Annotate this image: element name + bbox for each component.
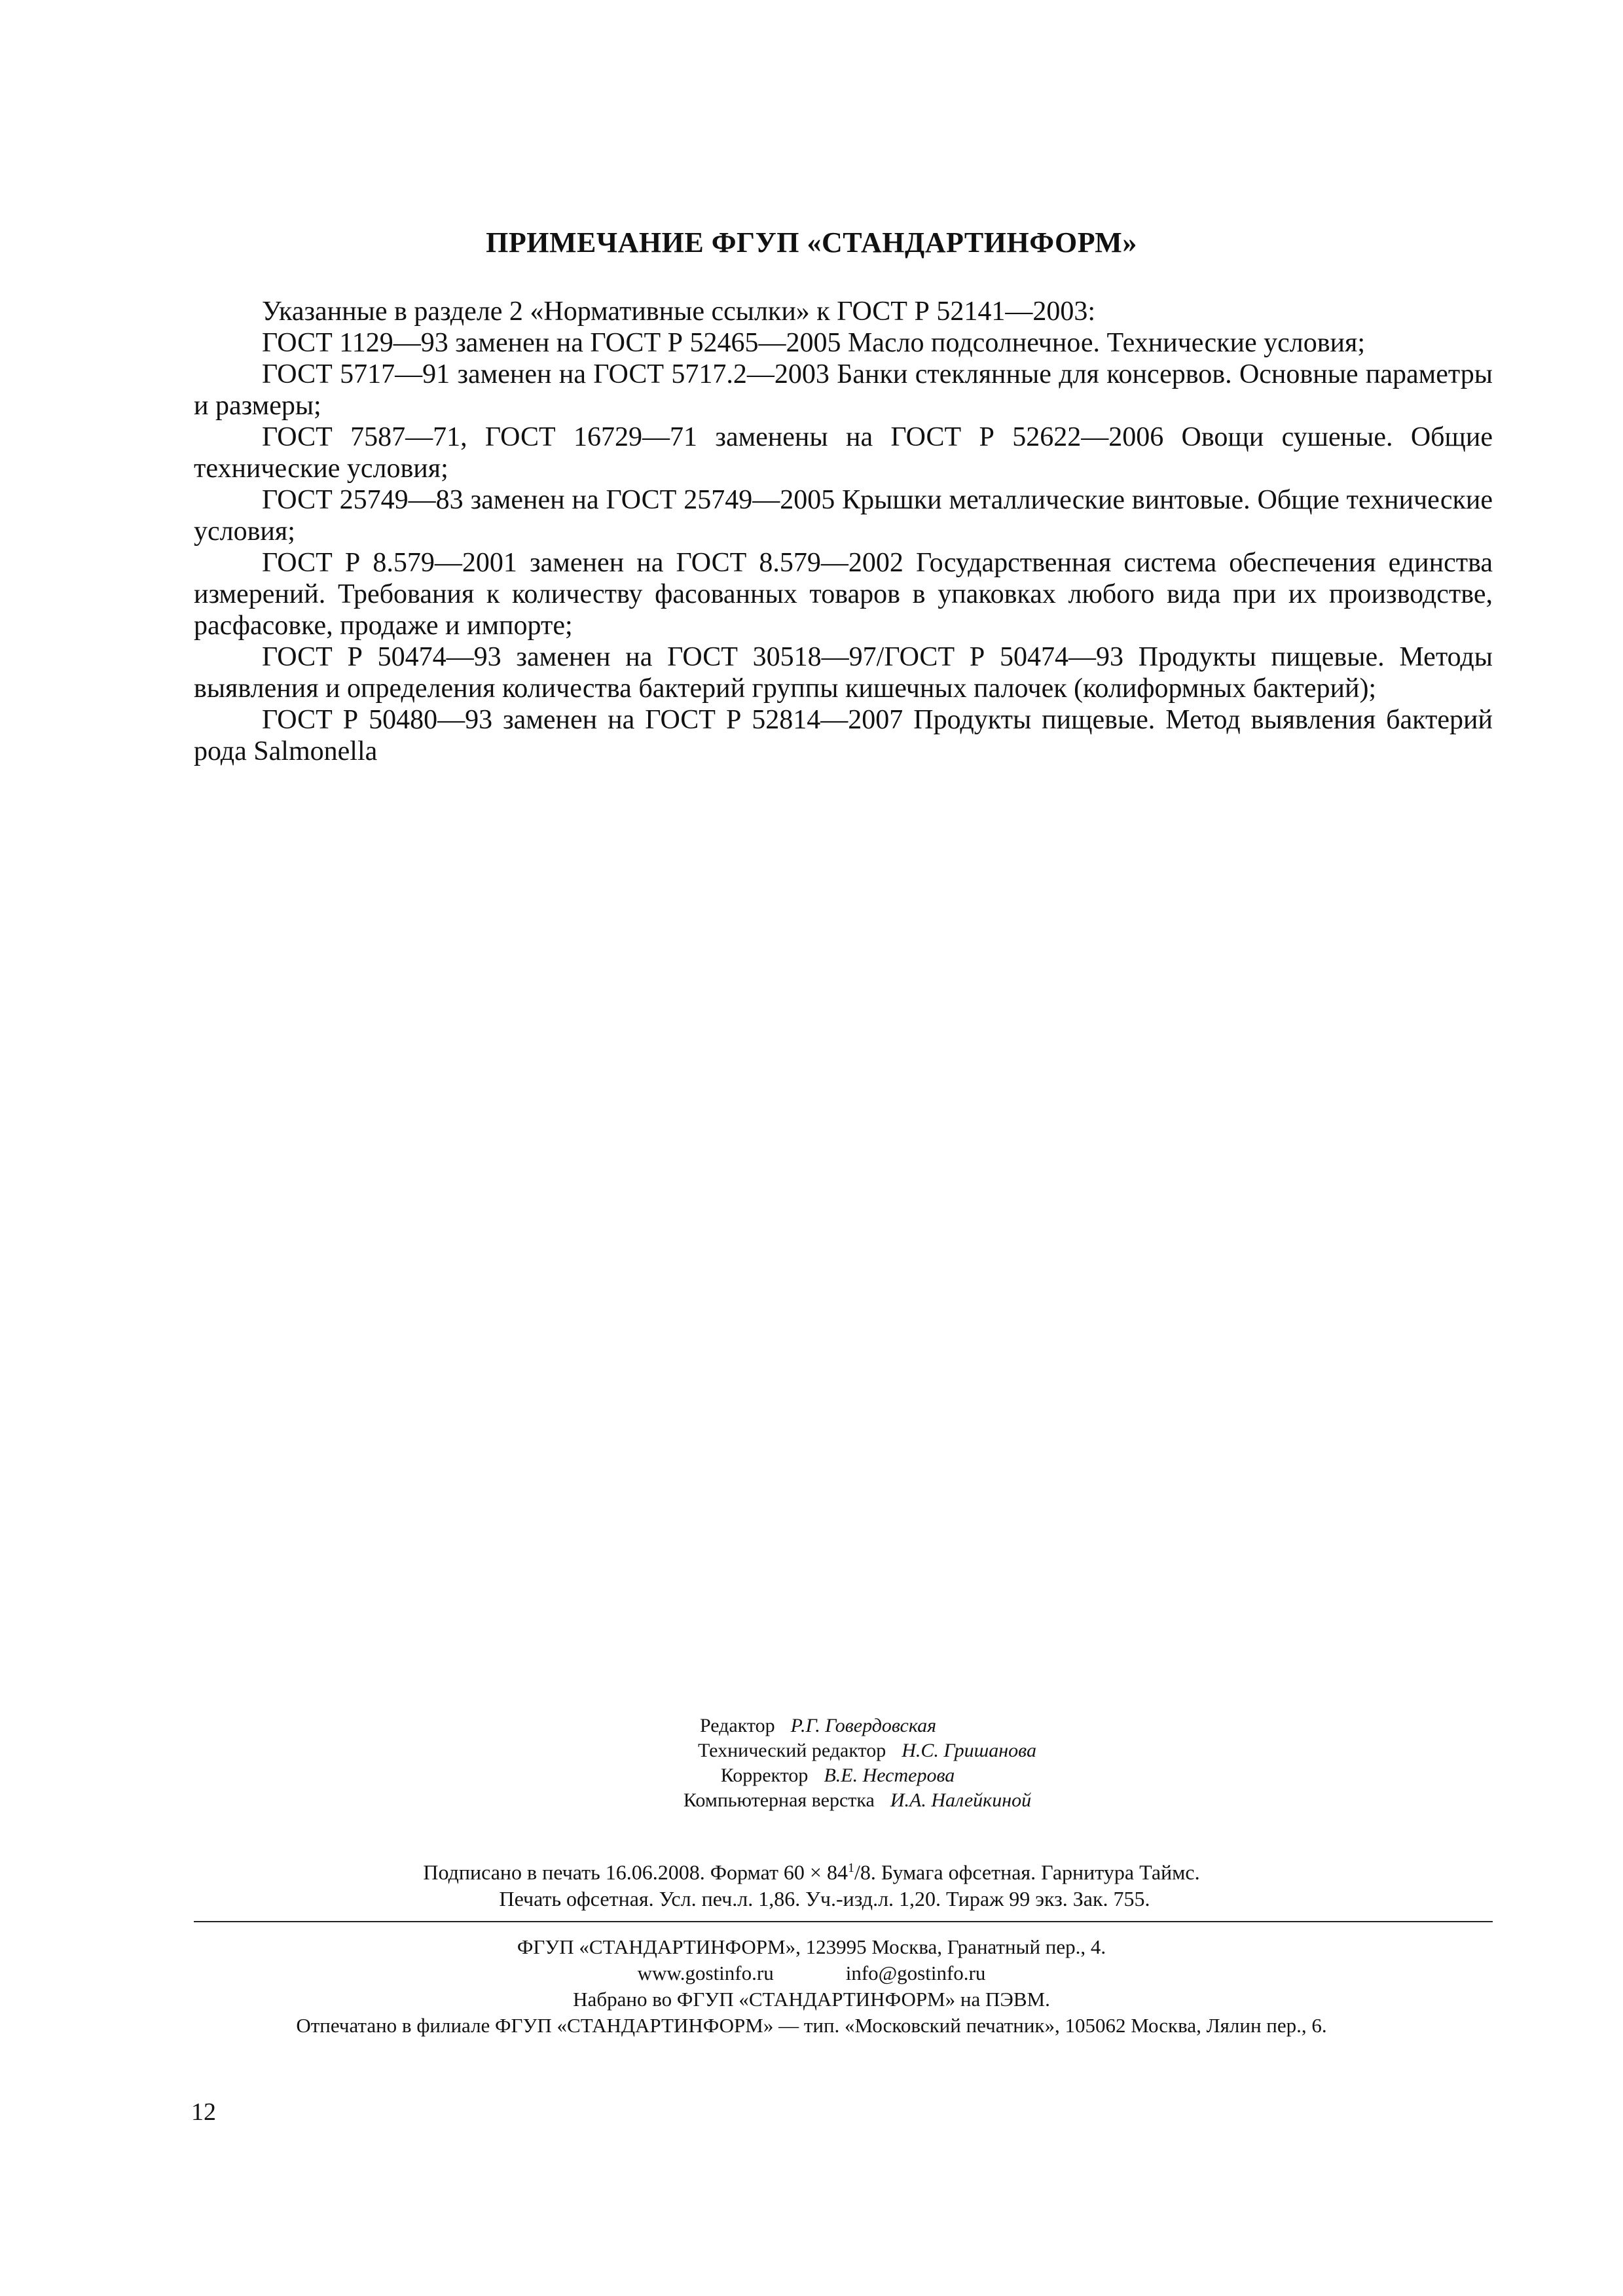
publisher-email: info@gostinfo.ru — [845, 1962, 986, 1984]
note-paragraph: ГОСТ Р 50480—93 заменен на ГОСТ Р 52814—2007 Продукты пищевые. Метод выявления бактерий рода Salmonella — [194, 705, 1493, 766]
publisher-typeset: Набрано во ФГУП «СТАНДАРТИНФОРМ» на ПЭВМ. — [573, 1988, 1050, 2011]
note-body — [194, 296, 1493, 767]
imprint-print-line: Печать офсетная. Усл. печ.л. 1,86. Уч.-изд.л. 1,20. Тираж 99 экз. Зак. 755. — [499, 1886, 1150, 1910]
page-number: 12 — [191, 2098, 216, 2126]
imprint-format-sup: 1 — [847, 1861, 854, 1875]
credit-tech-editor — [0, 1738, 1623, 1763]
imprint-format-text-end: /8. Бумага офсетная. Гарнитура Таймс. — [854, 1860, 1200, 1884]
publisher-printed: Отпечатано в филиале ФГУП «СТАНДАРТИНФОРМ» — тип. «Московский печатник», 105062 Москва, Лялин пер., 6. — [296, 2014, 1327, 2037]
credit-role: Технический редактор — [697, 1740, 886, 1761]
credit-person: Н.С. Гришанова — [902, 1740, 1037, 1761]
credit-layout — [0, 1788, 1623, 1813]
note-paragraph: ГОСТ 5717—91 заменен на ГОСТ 5717.2—2003 Банки стеклянные для консервов. Основные параметры и размеры; — [194, 359, 1493, 421]
credit-role: Компьютерная верстка — [683, 1789, 875, 1811]
credit-person: Р.Г. Говердовская — [790, 1715, 937, 1736]
divider — [194, 1921, 1493, 1922]
page-title: ПРИМЕЧАНИЕ ФГУП «СТАНДАРТИНФОРМ» — [486, 226, 1137, 259]
credit-role: Редактор — [699, 1715, 775, 1736]
credit-editor — [0, 1713, 1623, 1738]
credit-person: В.Е. Нестерова — [824, 1765, 955, 1786]
note-paragraph: Указанные в разделе 2 «Нормативные ссылки» к ГОСТ Р 52141—2003: — [262, 296, 1095, 327]
imprint-block — [0, 1855, 1623, 1912]
credit-proofreader — [0, 1763, 1623, 1788]
imprint-format-line — [0, 1855, 1623, 1886]
note-paragraph: ГОСТ 1129—93 заменен на ГОСТ Р 52465—2005 Масло подсолнечное. Технические условия; — [262, 328, 1366, 358]
credit-role: Корректор — [720, 1765, 809, 1786]
note-paragraph: ГОСТ 7587—71, ГОСТ 16729—71 заменены на ГОСТ Р 52622—2006 Овощи сушеные. Общие технические условия; — [194, 422, 1493, 484]
credit-person: И.А. Налейкиной — [890, 1789, 1032, 1811]
imprint-format-text: Подписано в печать 16.06.2008. Формат 60 × 84 — [423, 1860, 848, 1884]
publisher-website: www.gostinfo.ru — [637, 1962, 774, 1984]
publisher-contacts — [0, 1960, 1623, 1986]
note-paragraph: ГОСТ Р 50474—93 заменен на ГОСТ 30518—97/ГОСТ Р 50474—93 Продукты пищевые. Методы выявления и определения количества бактерий группы кишечных палочек (колиформных бактерий); — [194, 642, 1493, 704]
note-paragraph: ГОСТ 25749—83 заменен на ГОСТ 25749—2005 Крышки металлические винтовые. Общие технические условия; — [194, 485, 1493, 547]
publisher-block — [0, 1934, 1623, 2039]
credits-block — [0, 1713, 1623, 1813]
publisher-address: ФГУП «СТАНДАРТИНФОРМ», 123995 Москва, Гранатный пер., 4. — [517, 1935, 1106, 1958]
note-paragraph: ГОСТ Р 8.579—2001 заменен на ГОСТ 8.579—2002 Государственная система обеспечения единства измерений. Требования к количеству фасованных товаров в упаковках любого вида при их производстве, расфасовке, продаже и импорте; — [194, 548, 1493, 641]
